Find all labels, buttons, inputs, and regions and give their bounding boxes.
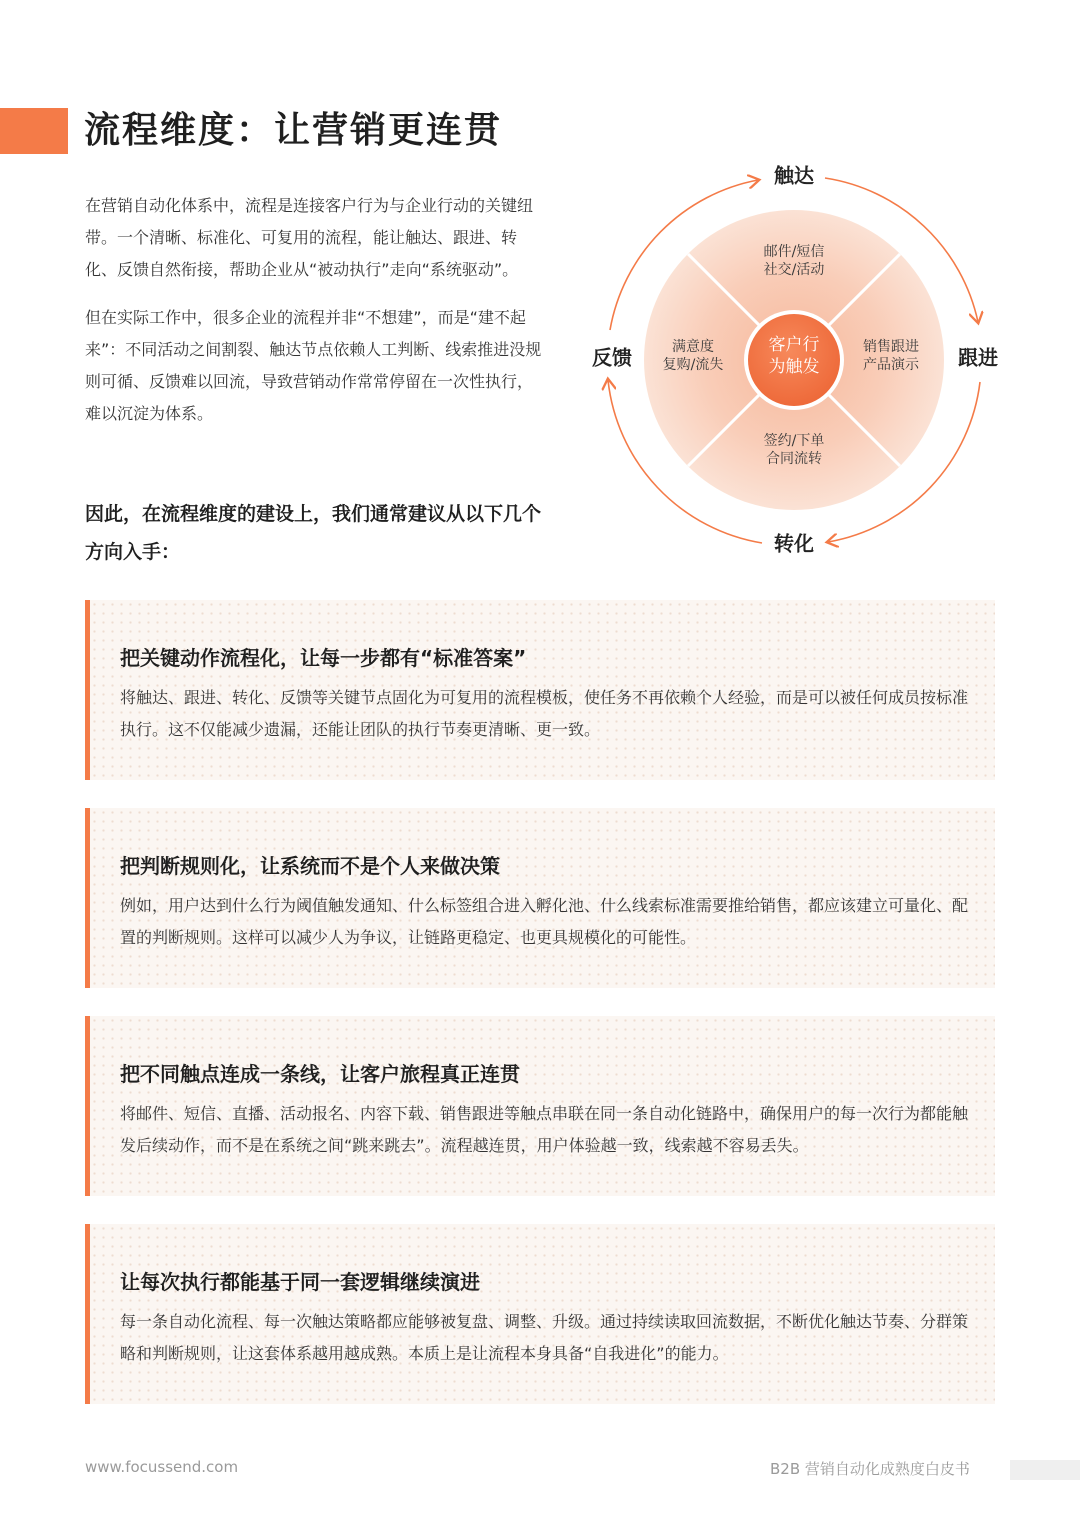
- cycle-label-top: 触达: [774, 163, 814, 188]
- intro-paragraph: 在营销自动化体系中，流程是连接客户行为与企业行动的关键纽带。一个清晰、标准化、可复用的流程，能让触达、跟进、转化、反馈自然衔接，帮助企业从“被动执行”走向“系统驱动”。: [85, 196, 534, 279]
- cycle-label-bottom: 转化: [774, 531, 814, 556]
- recommendation-card: [85, 600, 995, 780]
- lead-statement: 因此，在流程维度的建设上，我们通常建议从以下几个方向入手：: [85, 503, 542, 563]
- quadrant-line: 签约/下单: [763, 433, 825, 449]
- card-title: 把判断规则化，让系统而不是个人来做决策: [120, 854, 500, 878]
- cycle-center-text: [769, 334, 820, 378]
- title-accent-bar: [0, 108, 68, 154]
- center-line: 为触发: [768, 357, 820, 377]
- footer-page-tab: [1010, 1460, 1080, 1480]
- card-body: 每一条自动化流程、每一次触达策略都应能够被复盘、调整、升级。通过持续读取回流数据，不断优化触达节奏、分群策略和判断规则，让这套体系越用越成熟。本质上是让流程本身具备“自我进化”的能力。: [120, 1312, 969, 1363]
- card-body: 例如，用户达到什么行为阈值触发通知、什么标签组合进入孵化池、什么线索标准需要推给销售，都应该建立可量化、配置的判断规则。这样可以减少人为争议，让链路更稳定、也更具规模化的可能性。: [120, 896, 969, 947]
- quadrant-line: 合同流转: [766, 451, 822, 467]
- quadrant-bottom-text: [764, 432, 825, 468]
- quadrant-right-text: [863, 338, 919, 374]
- quadrant-line: 社交/活动: [763, 262, 825, 278]
- intro-paragraph: 但在实际工作中，很多企业的流程并非“不想建”，而是“建不起来”：不同活动之间割裂、触达节点依赖人工判断、线索推进没规则可循、反馈难以回流，导致营销动作常常停留在一次性执行，难以沉淀为体系。: [85, 308, 542, 423]
- card-body: 将触达、跟进、转化、反馈等关键节点固化为可复用的流程模板，使任务不再依赖个人经验，而是可以被任何成员按标准执行。这不仅能减少遗漏，还能让团队的执行节奏更清晰、更一致。: [120, 688, 969, 739]
- card-title: 让每次执行都能基于同一套逻辑继续演进: [120, 1270, 480, 1294]
- card-title: 把不同触点连成一条线，让客户旅程真正连贯: [120, 1062, 520, 1086]
- card-body: 将邮件、短信、直播、活动报名、内容下载、销售跟进等触点串联在同一条自动化链路中，确保用户的每一次行为都能触发后续动作，而不是在系统之间“跳来跳去”。流程越连贯，用户体验越一致，线索越不容易丢失。: [120, 1104, 969, 1155]
- footer-doc-title: B2B 营销自动化成熟度白皮书: [770, 1460, 970, 1478]
- center-line: 客户行: [768, 335, 820, 355]
- quadrant-line: 满意度: [672, 339, 714, 355]
- quadrant-line: 产品演示: [863, 357, 919, 373]
- recommendation-card: [85, 1016, 995, 1196]
- card-title: 把关键动作流程化，让每一步都有“标准答案”: [120, 646, 527, 670]
- recommendation-card: [85, 808, 995, 988]
- process-cycle-diagram: [580, 150, 1010, 570]
- cycle-label-left: 反馈: [592, 345, 632, 370]
- footer-url[interactable]: www.focussend.com: [85, 1458, 239, 1476]
- quadrant-top-text: [764, 243, 825, 279]
- recommendation-card: [85, 1224, 995, 1404]
- quadrant-line: 复购/流失: [662, 357, 724, 373]
- quadrant-line: 邮件/短信: [763, 244, 825, 260]
- quadrant-line: 销售跟进: [863, 339, 919, 355]
- page-title: 流程维度：让营销更连贯: [84, 110, 503, 151]
- cycle-label-right: 跟进: [958, 345, 998, 370]
- quadrant-left-text: [663, 338, 724, 374]
- intro-text: [85, 190, 545, 446]
